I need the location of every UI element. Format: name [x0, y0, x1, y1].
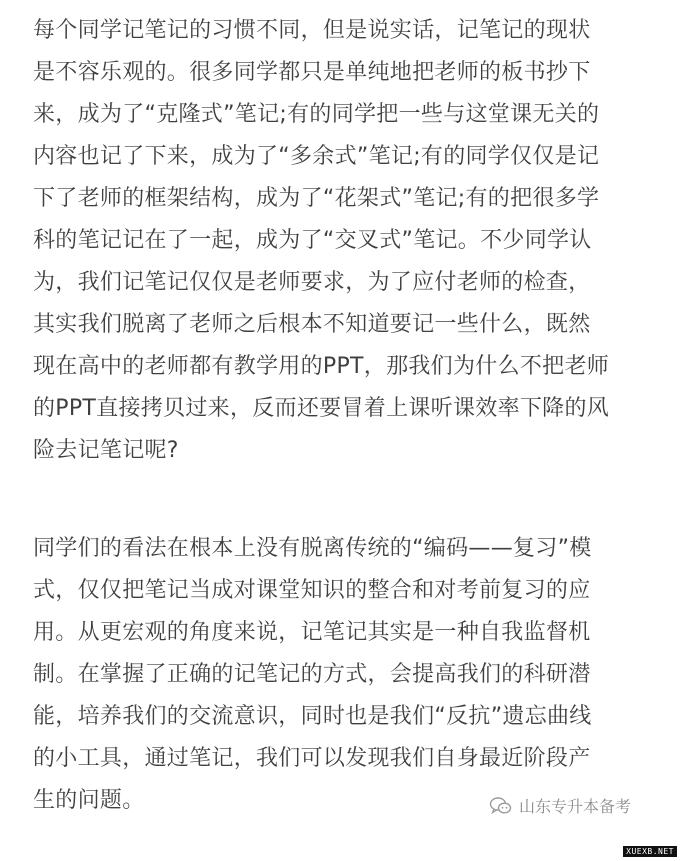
text-line: 为，我们记笔记仅仅是老师要求，为了应付老师的检查， [33, 270, 591, 295]
text-line: 制。在掌握了正确的记笔记的方式，会提高我们的科研潜 [33, 662, 591, 687]
article-body [33, 10, 653, 822]
text-line: 同学们的看法在根本上没有脱离传统的“编码——复习”模 [33, 536, 592, 561]
text-line: 能，培养我们的交流意识，同时也是我们“反抗”遗忘曲线 [33, 704, 592, 729]
paragraph-1 [33, 10, 653, 472]
account-watermark [489, 794, 631, 817]
text-line: 内容也记了下来，成为了“多余式”笔记;有的同学仅仅是记 [33, 144, 600, 169]
text-line: 现在高中的老师都有教学用的PPT，那我们为什么不把老师 [33, 354, 610, 379]
paragraph-2 [33, 528, 653, 822]
text-line: 每个同学记笔记的习惯不同，但是说实话，记笔记的现状 [33, 18, 591, 43]
watermark-text: 山东专升本备考 [519, 797, 632, 816]
site-tag: XUEXB.NET [623, 846, 677, 857]
text-line: 的小工具，通过笔记，我们可以发现我们自身最近阶段产 [33, 746, 591, 771]
text-line: 来，成为了“克隆式”笔记;有的同学把一些与这堂课无关的 [33, 102, 600, 127]
text-line: 是不容乐观的。很多同学都只是单纯地把老师的板书抄下 [33, 60, 591, 85]
text-line: 生的问题。 [33, 788, 145, 813]
paragraph-gap [33, 472, 653, 528]
text-line: 其实我们脱离了老师之后根本不知道要记一些什么，既然 [33, 312, 591, 337]
text-line: 式，仅仅把笔记当成对课堂知识的整合和对考前复习的应 [33, 578, 591, 603]
text-line: 险去记笔记呢? [33, 438, 179, 463]
text-line: 用。从更宏观的角度来说，记笔记其实是一种自我监督机 [33, 620, 591, 645]
text-line: 科的笔记记在了一起，成为了“交叉式”笔记。不少同学认 [33, 228, 592, 253]
wechat-icon [489, 796, 513, 816]
text-line: 下了老师的框架结构，成为了“花架式”笔记;有的把很多学 [33, 186, 600, 211]
text-line: 的PPT直接拷贝过来，反而还要冒着上课听课效率下降的风 [33, 396, 610, 421]
